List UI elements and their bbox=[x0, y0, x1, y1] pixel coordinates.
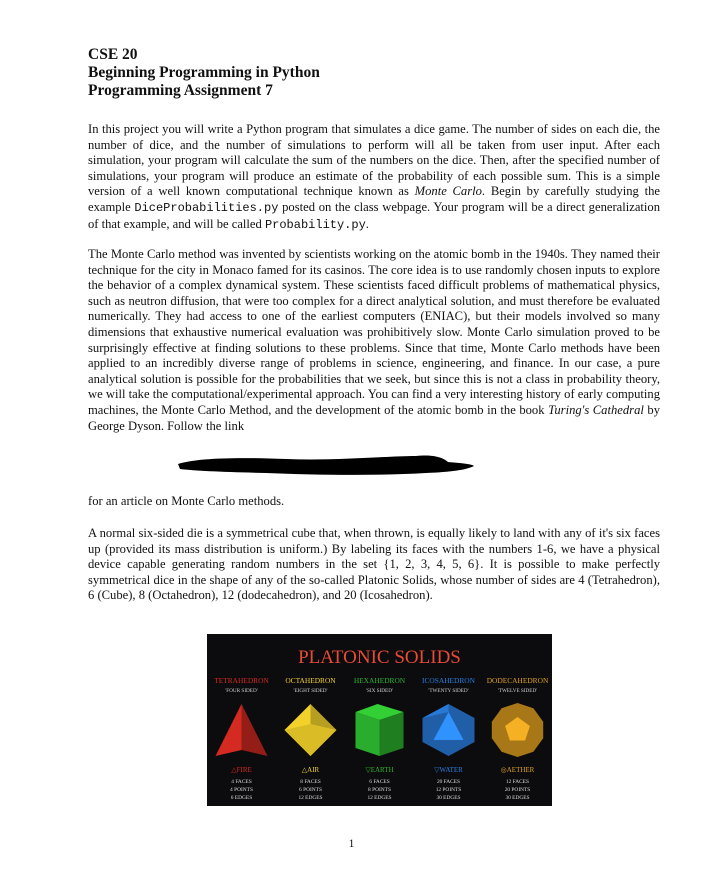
course-code: CSE 20 bbox=[88, 46, 138, 63]
history-paragraph bbox=[88, 247, 660, 434]
solid-name-tetrahedron: TETRAHEDRON bbox=[214, 676, 269, 685]
page-number: 1 bbox=[348, 838, 355, 850]
solid-name-octahedron: OCTAHEDRON bbox=[285, 676, 336, 685]
element-air: △AIR bbox=[301, 766, 320, 774]
faces-hexahedron: 6 FACES bbox=[369, 779, 390, 785]
element-earth: ▽EARTH bbox=[365, 766, 394, 774]
solid-sides-hexahedron: 'SIX SIDED' bbox=[366, 688, 393, 694]
intro-text-b: . Begin by carefully studying the example bbox=[88, 184, 660, 214]
assignment-title: Programming Assignment 7 bbox=[88, 82, 273, 99]
faces-icosahedron: 20 FACES bbox=[436, 779, 461, 785]
monte-carlo-term: Monte Carlo bbox=[414, 184, 482, 199]
intro-paragraph bbox=[88, 122, 660, 233]
link-caption: for an article on Monte Carlo methods. bbox=[88, 494, 285, 508]
document-header bbox=[88, 46, 648, 100]
solid-sides-octahedron: 'EIGHT SIDED' bbox=[293, 688, 328, 694]
course-title: Beginning Programming in Python bbox=[88, 64, 320, 81]
figure-title: PLATONIC SOLIDS bbox=[298, 647, 461, 668]
points-tetrahedron: 4 POINTS bbox=[230, 787, 253, 793]
example-filename: DiceProbabilities.py bbox=[134, 200, 279, 215]
edges-octahedron: 12 EDGES bbox=[298, 795, 323, 801]
book-title: Turing's Cathedral bbox=[548, 402, 644, 417]
intro-text-c: posted on the class webpage. Your program will be a direct generalization of that example, and will be called bbox=[88, 199, 661, 231]
points-dodecahedron: 20 POINTS bbox=[504, 787, 531, 793]
edges-tetrahedron: 6 EDGES bbox=[230, 795, 253, 801]
solid-sides-icosahedron: 'TWENTY SIDED' bbox=[428, 688, 469, 694]
edges-dodecahedron: 30 EDGES bbox=[505, 795, 530, 801]
intro-text-d: . bbox=[365, 216, 369, 231]
intro-text-a: In this project you will write a Python program that simulates a dice game. The number of sides on each die, the number of dice, and the number of simulations to perform will all be taken from user input. After each simulation, your program will calculate the sum of the numbers on the dice. Then, after the specified number of simulations, your program will produce an estimate of the probability of each possible sum. This is a simple version of a well known computational technique known as bbox=[88, 122, 660, 199]
solid-sides-dodecahedron: 'TWELVE SIDED' bbox=[497, 688, 538, 694]
faces-tetrahedron: 4 FACES bbox=[231, 779, 252, 785]
dice-paragraph: A normal six-sided die is a symmetrical cube that, when thrown, is equally likely to land with any of it's six faces up (provided its mass distribution is uniform.) By labeling its faces with the numbers 1-6, we have a physical device capable generating random numbers in the set {1, 2, 3, 4, 5, 6}. It is possible to make perfectly symmetrical dice in the shape of any of the so-called Platonic Solids, whose number of sides are 4 (Tetrahedron), 6 (Cube), 8 (Octahedron), 12 (dodecahedron), and 20 (Icosahedron). bbox=[88, 526, 660, 603]
solid-name-icosahedron: ICOSAHEDRON bbox=[422, 676, 475, 685]
faces-dodecahedron: 12 FACES bbox=[505, 779, 530, 785]
points-octahedron: 6 POINTS bbox=[299, 787, 322, 793]
history-text-a: The Monte Carlo method was invented by scientists working on the atomic bomb in the 1940s. They named their technique for the city in Monaco famed for its casinos. The core idea is to use randomly chosen inputs to explore the behavior of a complex dynamical system. These scientists faced difficult problems of mathematical physics, such as neutron diffusion, that were too complex for a direct analytical solution, and must therefore be evaluated numerically. They had access to one of the earliest computers (ENIAC), but their models involved so many dimensions that exhaustive numerical evaluation was prohibitively slow. Monte Carlo simulation proved to be surprisingly effective at finding solutions to these problems. Since that time, Monte Carlo methods have been applied to an incredibly diverse range of problems in science, engineering, and finance. In our case, a pure analytical solution is possible for the probabilities that we seek, but since this is not a class in probability theory, we will take the computational/experimental approach. You can find a very interesting history of early computing machines, the Monte Carlo Method, and the development of the atomic bomb in the book bbox=[88, 247, 660, 417]
solid-name-dodecahedron: DODECAHEDRON bbox=[486, 676, 549, 685]
solid-sides-tetrahedron: 'FOUR SIDED' bbox=[225, 688, 258, 694]
edges-hexahedron: 12 EDGES bbox=[367, 795, 392, 801]
redacted-link bbox=[176, 452, 476, 478]
solid-name-hexahedron: HEXAHEDRON bbox=[353, 676, 406, 685]
element-water: ▽WATER bbox=[434, 766, 463, 774]
points-icosahedron: 12 POINTS bbox=[435, 787, 462, 793]
program-filename: Probability.py bbox=[264, 217, 366, 232]
edges-icosahedron: 30 EDGES bbox=[436, 795, 461, 801]
history-text-b: by George Dyson. Follow the link bbox=[88, 402, 660, 433]
faces-octahedron: 8 FACES bbox=[300, 779, 321, 785]
element-aether: ◎AETHER bbox=[500, 766, 535, 774]
points-hexahedron: 8 POINTS bbox=[368, 787, 391, 793]
platonic-solids-figure bbox=[207, 634, 552, 806]
element-fire: △FIRE bbox=[231, 766, 252, 774]
